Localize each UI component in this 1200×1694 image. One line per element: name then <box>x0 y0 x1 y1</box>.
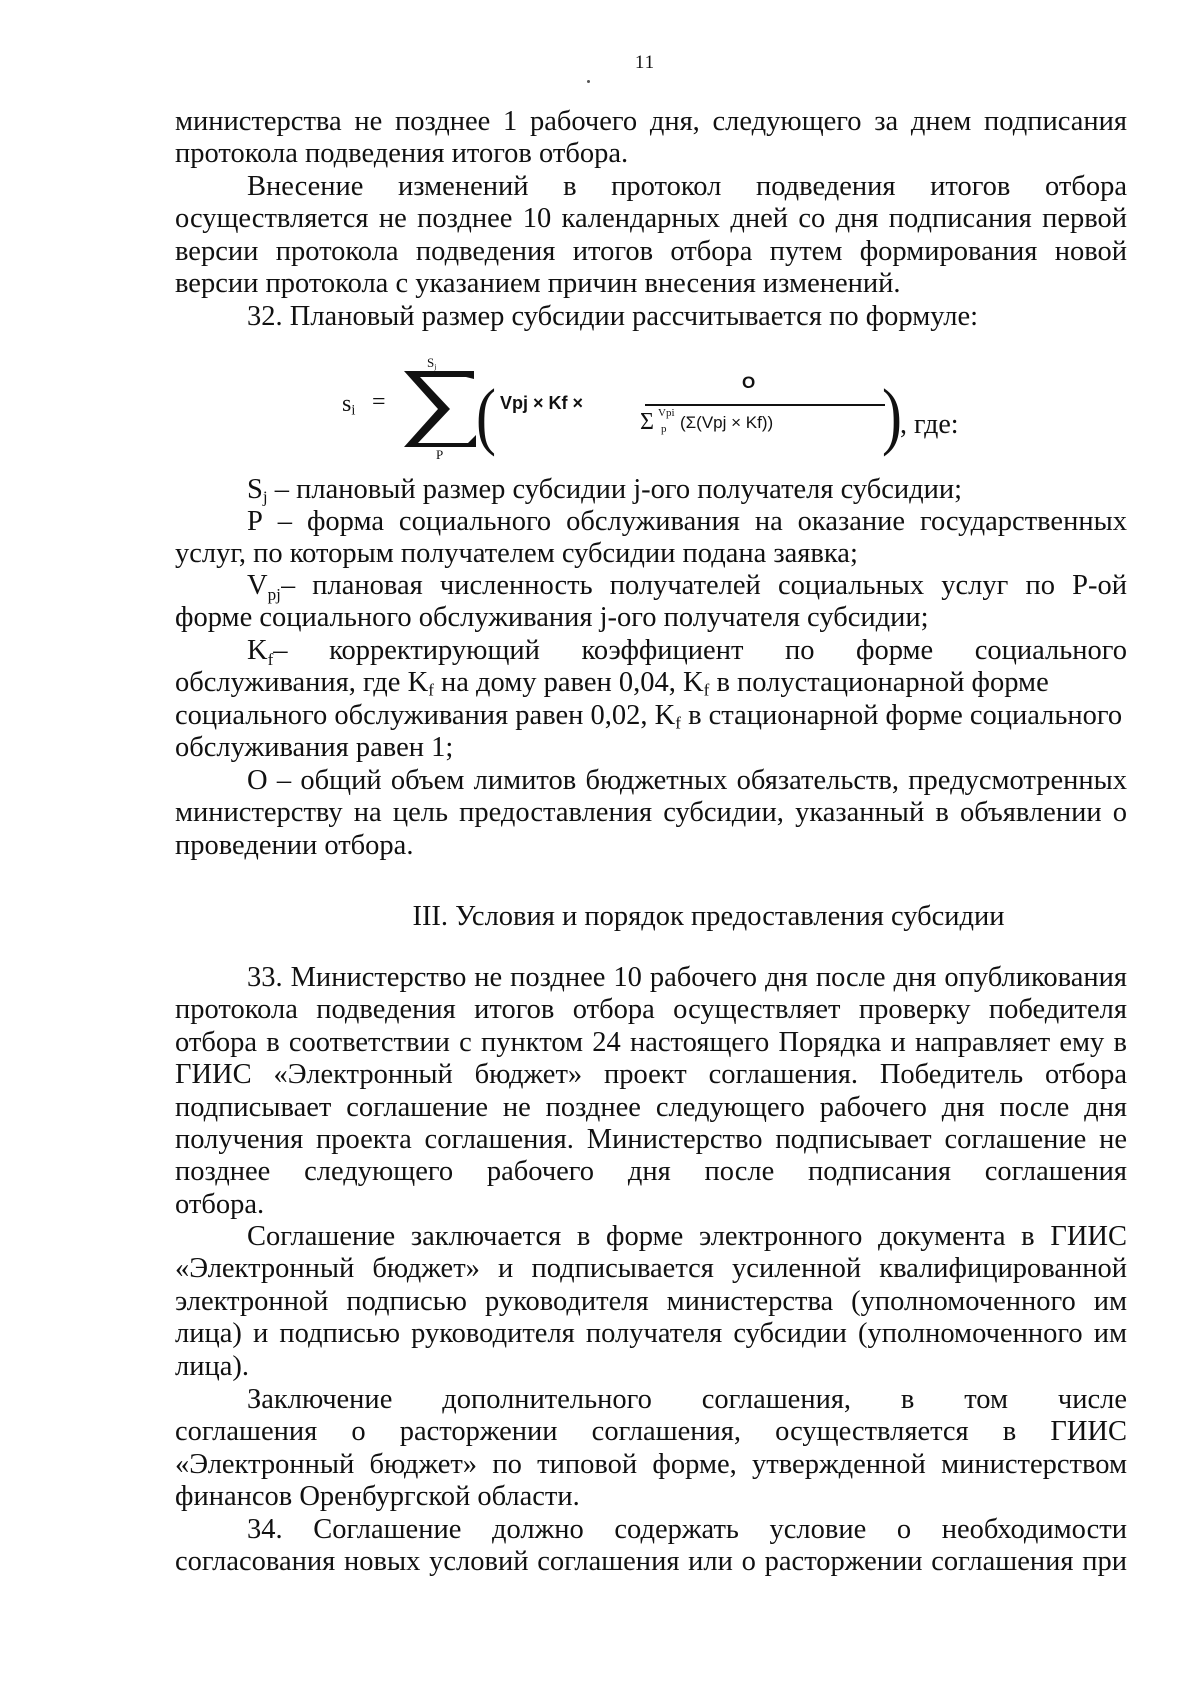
text-line: форме социального обслуживания j-ого получателя субсидии; <box>175 602 929 634</box>
definition-text: – плановая численность получателей социальных услуг по Р-ой <box>280 570 1127 601</box>
paragraph-continuation <box>175 106 1127 171</box>
symbol-sub: pj <box>267 585 281 604</box>
text-line: протокола подведения итогов отбора осуществляет проверку победителя <box>175 994 1127 1026</box>
paragraph-additional-agreement <box>175 1384 1127 1514</box>
section-heading: III. Условия и порядок предоставления субсидии <box>412 901 1005 932</box>
text-line: лица) и подписью руководителя получателя субсидии (уполномоченного им <box>175 1318 1127 1350</box>
text-line: «Электронный бюджет» по типовой форме, утвержденной министерством <box>175 1448 1127 1480</box>
text-line: министерства не позднее 1 рабочего дня, следующего за днем подписания <box>175 106 1127 137</box>
text-line: протокола подведения итогов отбора. <box>175 138 629 170</box>
sum-lower-limit: P <box>436 447 444 462</box>
paragraph-agreement <box>175 1221 1127 1383</box>
text-line: позднее следующего рабочего дня после подписания соглашения <box>175 1156 1127 1188</box>
text-line: Р – форма социального обслуживания на оказание государственных <box>247 506 1127 537</box>
text-line: Заключение дополнительного соглашения, в том числе <box>247 1384 1127 1415</box>
definition-vpj <box>175 570 1127 635</box>
symbol-v: V <box>247 570 268 601</box>
formula-equals: = <box>372 389 386 415</box>
definition-text: – плановый размер субсидии j-ого получателя субсидии; <box>267 474 963 505</box>
text-line: получения проекта соглашения. Министерство подписывает соглашение не <box>175 1123 1127 1155</box>
denominator-sum-sub: p <box>661 423 667 435</box>
paren-close: ) <box>882 374 902 457</box>
paragraph-protocol-changes <box>175 171 1127 301</box>
text-line: проведении отбора. <box>175 829 414 861</box>
text-line: 32. Плановый размер субсидии рассчитывается по формуле: <box>247 301 979 332</box>
text-line: 34. Соглашение должно содержать условие о необходимости <box>247 1514 1127 1545</box>
text-line: лица). <box>175 1350 249 1382</box>
paragraph-34 <box>175 1514 1127 1579</box>
definition-o <box>175 765 1127 862</box>
denominator-sum-sign: Σ <box>640 409 654 435</box>
text-line: 33. Министерство не позднее 10 рабочего дня после дня опубликования <box>247 962 1127 993</box>
text-line: обслуживания равен 1; <box>175 732 454 764</box>
definition-kf: K f – корректирующий коэффициент по форме социального обслуживания, где $K_f$ на дому равен 0,04, $K_f$ в полустационарной форме социального обслуживания равен 0,02, $K_f$ в стационарной форме социального обслуживания равен 1; <box>175 635 1127 764</box>
scan-speck <box>587 80 590 83</box>
paragraph-33 <box>175 962 1127 1221</box>
text-line: подписывает соглашение не позднее следующего рабочего дня после дня <box>175 1091 1127 1123</box>
definition-sj <box>175 474 1127 506</box>
text-line: «Электронный бюджет» и подписывается усиленной квалифицированной <box>175 1253 1127 1285</box>
subsidy-formula <box>300 355 1060 465</box>
text-line: министерству на цель предоставления субсидии, указанный в объявлении о <box>175 797 1127 829</box>
formula-lhs: $s_i$ <box>342 391 356 419</box>
text-line: отбора в соответствии с пунктом 24 настоящего Порядка и направляет ему в <box>175 1026 1127 1058</box>
text-line: Соглашение заключается в форме электронного документа в ГИИС <box>247 1221 1127 1252</box>
sum-upper-limit: $S_j$ <box>427 355 437 371</box>
paragraph-32 <box>175 301 1127 333</box>
text-line: услуг, по которым получателем субсидии подана заявка; <box>175 538 858 570</box>
formula-term: Vpj × Kf × <box>500 393 584 413</box>
text-line: О – общий объем лимитов бюджетных обязательств, предусмотренных <box>247 765 1127 796</box>
definition-p <box>175 506 1127 571</box>
symbol-sub: f <box>267 650 274 669</box>
text-line: версии протокола с указанием причин внесения изменений. <box>175 268 901 300</box>
formula-denominator: (Σ(Vpj × Kf)) <box>680 413 774 432</box>
text-line: ГИИС «Электронный бюджет» проект соглашения. Победитель отбора <box>175 1059 1127 1091</box>
text-line: Внесение изменений в протокол подведения итогов отбора <box>247 171 1127 202</box>
text-line: отбора. <box>175 1188 265 1220</box>
symbol-sub: j <box>262 487 268 507</box>
text-line: осуществляется не позднее 10 календарных дней со дня подписания первой <box>175 203 1127 235</box>
definition-text: – корректирующий коэффициент по форме социального <box>273 635 1127 666</box>
formula-suffix: , где: <box>900 409 959 440</box>
paren-open: ( <box>476 374 496 457</box>
page-number: 11 <box>634 52 656 73</box>
summation-sign <box>400 367 478 451</box>
symbol-k: K <box>247 635 268 666</box>
text-line: согласования новых условий соглашения или о расторжении соглашения при <box>175 1546 1127 1578</box>
fraction-bar <box>645 404 885 406</box>
symbol-s: S <box>247 474 263 505</box>
denominator-sum-sup: Vpi <box>658 407 675 419</box>
text-line: версии протокола подведения итогов отбора путем формирования новой <box>175 235 1127 267</box>
text-line: электронной подписью руководителя министерства (уполномоченного им <box>175 1285 1127 1317</box>
formula-numerator: O <box>742 373 756 392</box>
text-line: финансов Оренбургской области. <box>175 1481 580 1513</box>
text-line: соглашения о расторжении соглашения, осуществляется в ГИИС <box>175 1416 1127 1448</box>
